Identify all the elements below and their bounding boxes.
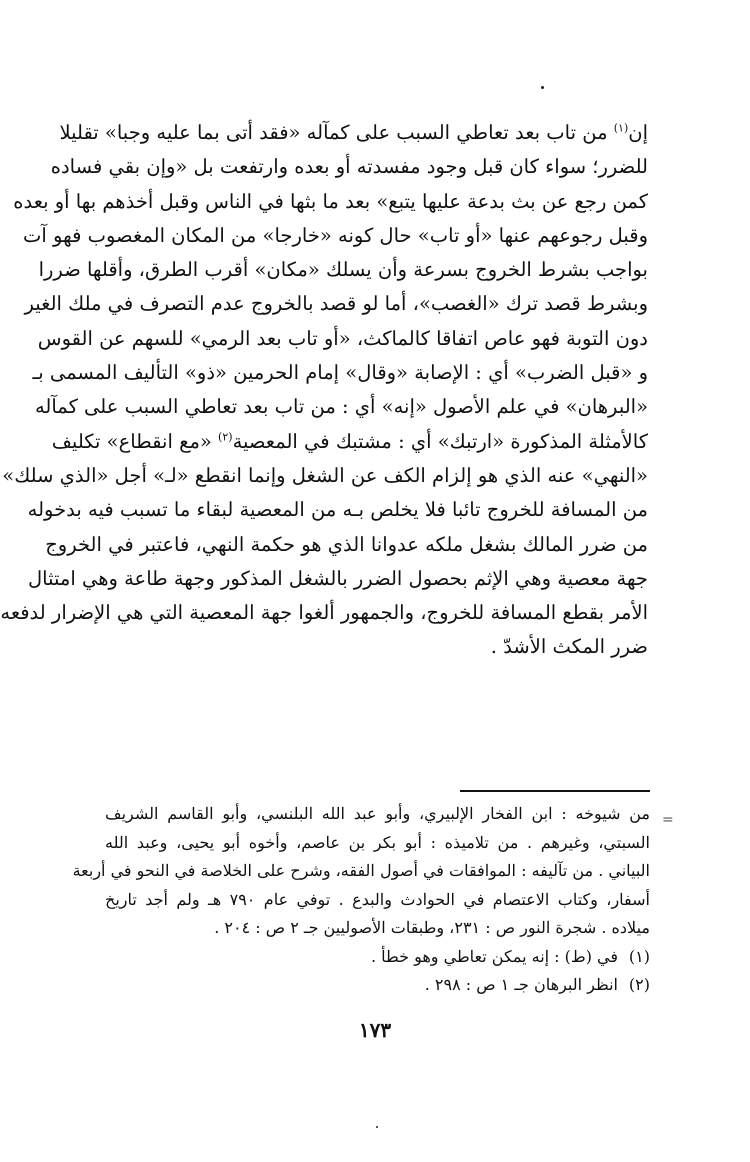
text-line-start: إن [628, 121, 648, 144]
text-line: «البرهان» في علم الأصول «إنه» أي : من تاب بعد تعاطي السبب على كمآله [34, 395, 648, 419]
text-line: إن$^{(١)}$ من تاب بعد تعاطي السبب على كمآله «فقد أتى بما عليه وجبا» تقليلا [59, 121, 648, 144]
text-line: وبشرط قصد ترك «الغصب»، أما لو قصد بالخروج عدم التصرف في ملك الغير [24, 292, 648, 316]
text-line: وقبل رجوعهم عنها «أو تاب» حال كونه «خارجا» من المكان المغصوب فهو آت [23, 223, 648, 247]
text-line: و «قبل الضرب» أي : الإصابة «وقال» إمام الحرمين «ذو» التأليف المسمى بـ [32, 361, 648, 385]
text-line: دون التوبة فهو عاص اتفاقا كالماكث، «أو تاب بعد الرمي» للسهم عن القوس [37, 326, 648, 350]
text-line: جهة معصية وهي الإثم بحصول الضرر بالشغل المذكور وجهة طاعة وهي امتثال [28, 566, 648, 590]
text-line: الأمر بقطع المسافة للخروج، والجمهور ألغوا جهة المعصية التي هي الإضرار لدفعه [0, 601, 648, 625]
footnote-1 [105, 943, 650, 972]
main-text-block [0, 116, 648, 665]
text-line: كالأمثلة المذكورة «ارتبك» أي : مشتبك في المعصية$^{(٢)}$ «مع انقطاع» تكليف [51, 429, 648, 453]
footnote-continuation-line: البياني . من تآليفه : الموافقات في أصول الفقه، وشرح على الخلاصة في النحو في أربعة [72, 861, 650, 880]
page-number: ١٧٣ [358, 1018, 392, 1042]
footnote-continuation-line: ميلاده . شجرة النور ص : ٢٣١، وطبقات الأصوليين جـ ٢ ص : ٢٠٤ . [214, 918, 650, 937]
footnote-text: في (ط) : إنه يمكن تعاطي وهو خطأ . [370, 946, 618, 966]
text-line: من ضرر المالك بشغل ملكه عدوانا الذي هو حكمة النهي، فاعتبر في الخروج [45, 532, 648, 556]
text-line: بواجب بشرط الخروج بسرعة وأن يسلك «مكان» أقرب الطرق، وأقلها ضررا [38, 258, 648, 282]
footnote-continuation-line: السبتي، وغيرهم . من تلاميذه : أبو بكر بن عاصم، وأخوه أبو يحيى، وعبد الله [105, 832, 650, 852]
footnote-continuation-line: أسفار، وكتاب الاعتصام في الحوادث والبدع . توفي عام ٧٩٠ هـ ولم أجد تاريخ [105, 889, 650, 909]
footnotes-block [72, 800, 650, 1000]
speck-top [541, 86, 544, 89]
footnote-separator [460, 790, 650, 792]
text-line-last: ضرر المكث الأشدّ . [490, 635, 648, 659]
margin-mark: = [662, 812, 674, 828]
text-line: «النهي» عنه الذي هو إلزام الكف عن الشغل وإنما انقطع «لـ» أجل «الذي سلك» [2, 463, 648, 487]
footnote-ref-2[interactable]: (٢) [218, 430, 233, 444]
footnote-2 [105, 971, 650, 1000]
footnote-text: انظر البرهان جـ ١ ص : ٢٩٨ . [424, 975, 618, 994]
footnote-continuation-line: من شيوخه : ابن الفخار الإلبيري، وأبو عبد الله البلنسي، وأبو القاسم الشريف [105, 804, 650, 823]
speck-bottom [376, 1126, 378, 1128]
footnote-number: (١) [628, 946, 650, 966]
text-line: من المسافة للخروج تائبا فلا يخلص بـه من المعصية لبقاء ما تسبب فيه بدخوله [27, 498, 648, 522]
text-line: كمن رجع عن بث بدعة عليها يتبع» بعد ما بثها في الناس وقبل أخذهم بها أو بعده [13, 189, 648, 213]
text-line: للضرر؛ سواء كان قبل وجود مفسدته أو بعده وارتفعت بل «وإن بقي فساده [50, 155, 648, 179]
footnote-ref-1[interactable]: (١) [613, 121, 629, 135]
footnote-number: (٢) [628, 975, 650, 994]
